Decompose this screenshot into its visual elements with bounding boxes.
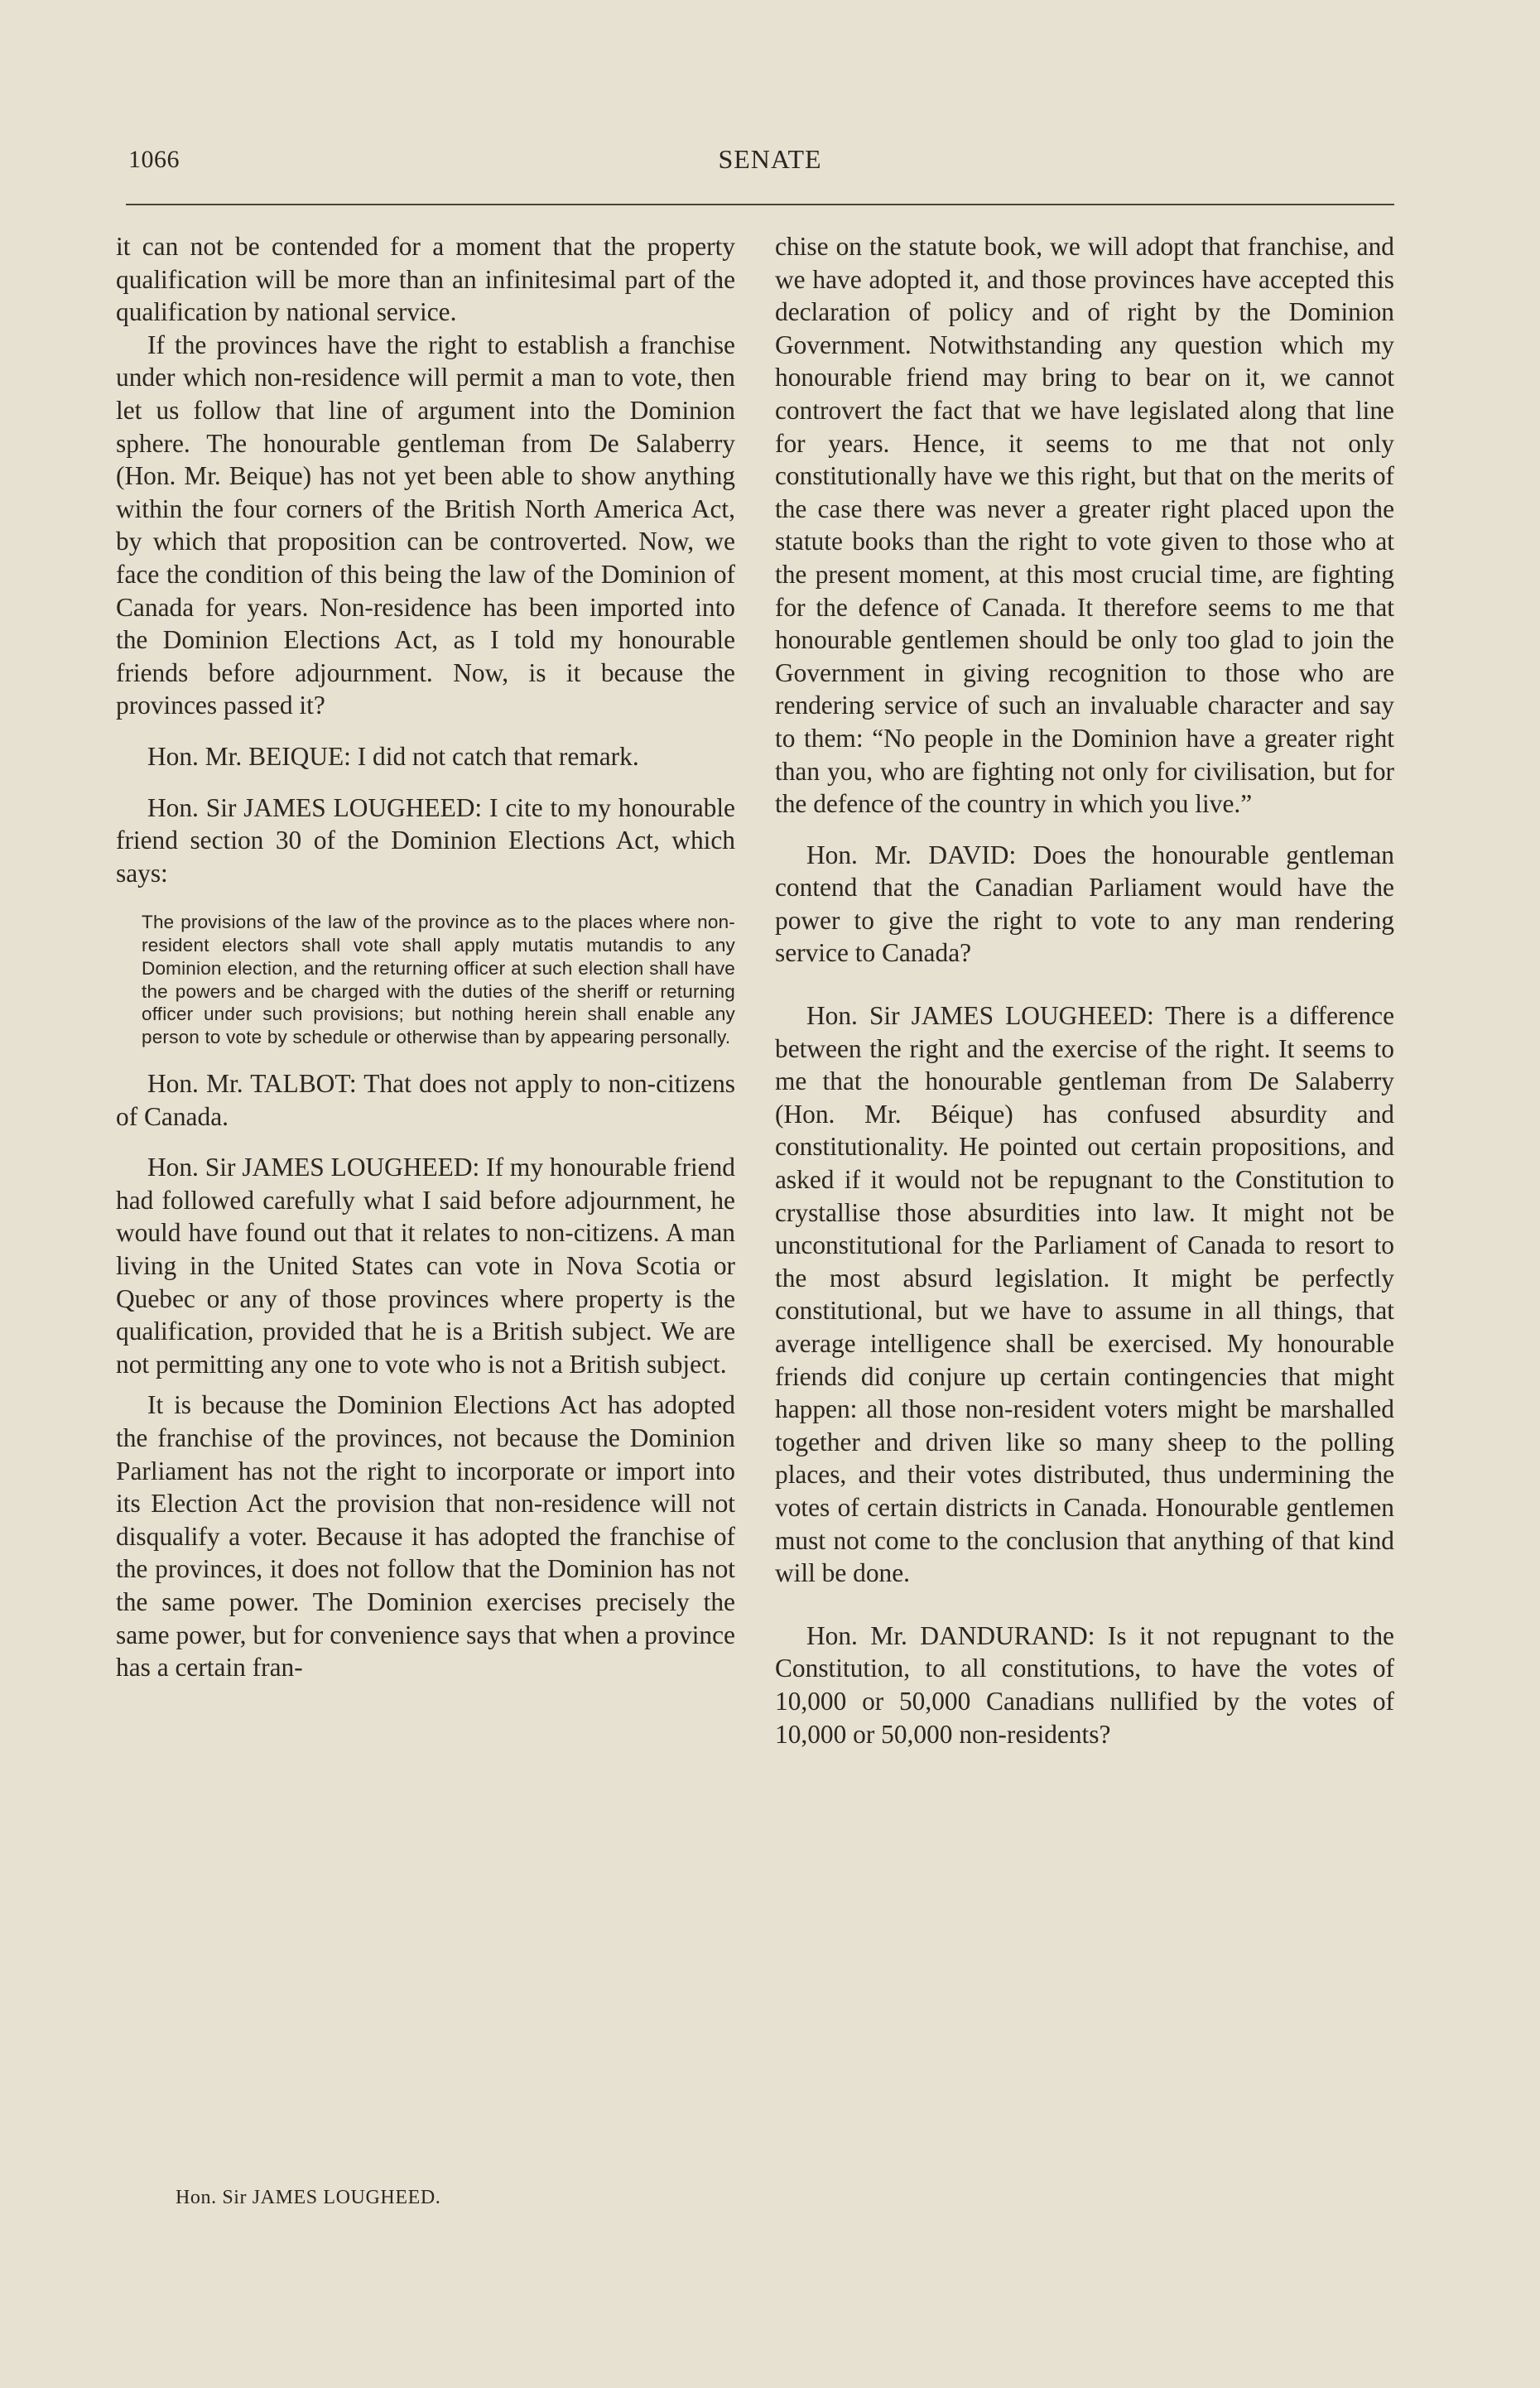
running-head: SENATE <box>718 144 822 174</box>
footer-speaker-name: Hon. Sir JAMES LOUGHEED. <box>176 2187 441 2208</box>
speech-lougheed: Hon. Sir JAMES LOUGHEED: I cite to my honourable friend section 30 of the Dominion Elections Act, which says: <box>116 792 735 888</box>
speech-talbot: Hon. Mr. TALBOT: That does not apply to non-citizens of Canada. <box>116 1069 735 1131</box>
paragraph: chise on the statute book, we will adopt that franchise, and we have adopted it, and those provinces have accepted this declaration of policy and of right by the Dominion Government. Notwithstanding any question which my honourable friend may bring to bear on it, we cannot controvert the fact that we have legislated along that line for years. Hence, it seems to me that not only constitutionally have we this right, but that on the merits of the case there was never a greater right placed upon the statute books than the right to vote given to those who at the present moment, at this most crucial time, are fighting for the defence of Canada. It therefore seems to me that honourable gentlemen should be only too glad to join the Government in giving recognition to those who are rendering service of such an invaluable character and say to them: “No people in the Dominion have a greater right than you, who are fighting not only for civilisation, but for the defence of the country in which you live.” <box>775 232 1394 819</box>
speech-david: Hon. Mr. DAVID: Does the honourable gentleman contend that the Canadian Parliament would have the power to give the right to vote to any man rendering service to Canada? <box>775 840 1394 968</box>
speech-beique: Hon. Mr. BEIQUE: I did not catch that remark. <box>147 741 639 771</box>
statute-quotation: The provisions of the law of the province as to the places where non-resident electors shall vote shall apply mutatis mutandis to any Dominion election, and the returning officer at such election shall have the powers and be charged with the duties of the sheriff or returning officer under such provisions; but nothing herein shall enable any person to vote by schedule or otherwise than by appearing personally. <box>142 912 735 1048</box>
paragraph: It is because the Dominion Elections Act has adopted the franchise of the provinces, not because the Dominion Parliament has not the right to incorporate or import into its Election Act the provision that non-residence will not disqualify a voter. Because it has adopted the franchise of the provinces, it does not follow that the Dominion has not the same power. The Dominion exercises precisely the same power, but for convenience says that when a province has a certain fran- <box>116 1390 735 1683</box>
left-column <box>116 230 735 1684</box>
paragraph: If the provinces have the right to establish a franchise under which non-residence will permit a man to vote, then let us follow that line of argument into the Dominion sphere. The honourable gentleman from De Salaberry (Hon. Mr. Beique) has not yet been able to show anything within the four corners of the British North America Act, by which that proposition can be controverted. Now, we face the condition of this being the law of the Dominion of Canada for years. Non-residence has been imported into the Dominion Elections Act, as I told my honourable friends before adjournment. Now, is it because the provinces passed it? <box>116 330 735 720</box>
speech-lougheed: Hon. Sir JAMES LOUGHEED: There is a difference between the right and the exercise of the right. It seems to me that the honourable gentleman from De Salaberry (Hon. Mr. Béique) has confused absurdity and constitutionality. He pointed out certain propositions, and asked if it would not be repugnant to the Constitution to crystallise those absurdities into law. It might not be unconstitutional for the Parliament of Canada to resort to the most absurd legislation. It might be perfectly constitutional, but we have to assume in all things, that average intelligence shall be exercised. My honourable friends did conjure up certain contingencies that might happen: all those non-resident voters might be marshalled together and driven like so many sheep to the polling places, and their votes distributed, thus undermining the votes of certain districts in Canada. Honourable gentlemen must not come to the conclusion that anything of that kind will be done. <box>775 1001 1394 1588</box>
paragraph: it can not be contended for a moment that the property qualification will be more than an infinitesimal part of the qualification by national service. <box>116 232 735 327</box>
header-rule <box>126 204 1394 205</box>
speech-dandurand: Hon. Mr. DANDURAND: Is it not repugnant to the Constitution, to all constitutions, to have the votes of 10,000 or 50,000 Canadians nullified by the votes of 10,000 or 50,000 non-residents? <box>775 1620 1394 1749</box>
right-column <box>775 230 1394 1750</box>
speech-lougheed: Hon. Sir JAMES LOUGHEED: If my honourable friend had followed carefully what I said before adjournment, he would have found out that it relates to non-citizens. A man living in the United States can vote in Nova Scotia or Quebec or any of those provinces where property is the qualification, provided that he is a British subject. We are not permitting any one to vote who is not a British subject. <box>116 1153 735 1379</box>
page-number: 1066 <box>128 146 180 173</box>
